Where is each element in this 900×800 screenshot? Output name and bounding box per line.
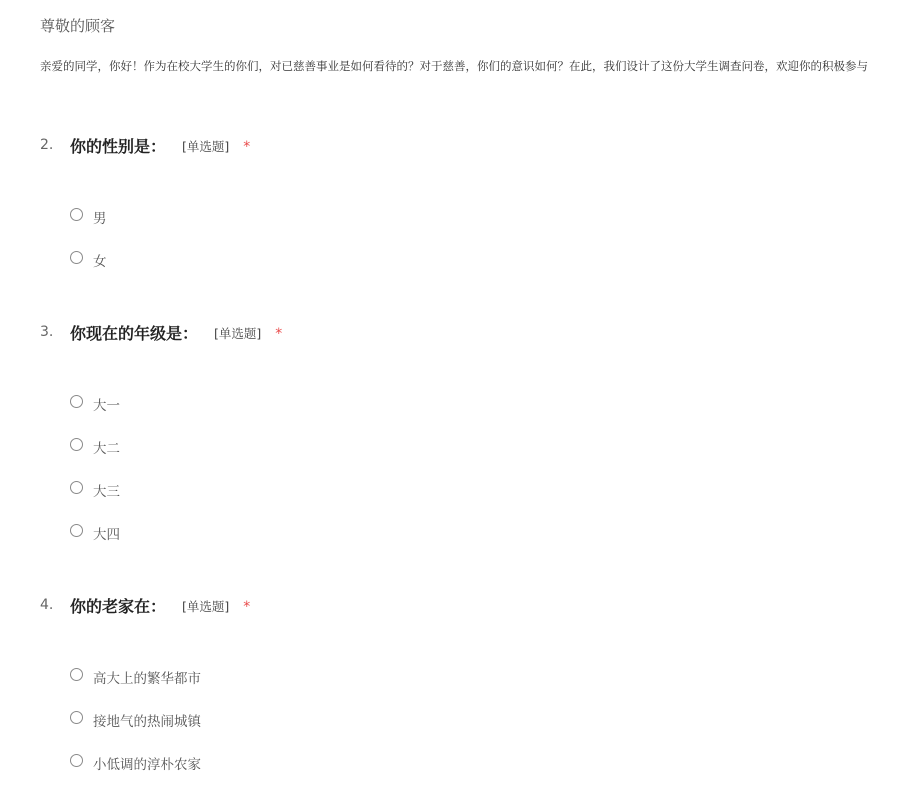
survey-intro: 亲爱的同学，你好！作为在校大学生的你们，对已慈善事业是如何看待的？对于慈善，你们的意识如何？在此，我们设计了这份大学生调查问卷，欢迎你的积极参与 bbox=[40, 59, 868, 73]
question-title: 你的性别是： bbox=[70, 137, 167, 156]
radio-button[interactable] bbox=[70, 251, 83, 264]
question-4 bbox=[40, 594, 860, 773]
radio-button[interactable] bbox=[70, 524, 83, 537]
question-title-row bbox=[70, 321, 282, 344]
question-title: 你的老家在： bbox=[70, 597, 167, 616]
question-header bbox=[40, 134, 860, 158]
question-type-badge: [单选题] bbox=[182, 599, 230, 614]
option-label: 女 bbox=[93, 254, 107, 270]
question-title-row bbox=[70, 134, 250, 157]
question-number: 3. bbox=[40, 324, 54, 340]
radio-button[interactable] bbox=[70, 754, 83, 767]
greeting: 尊敬的顾客 bbox=[40, 17, 116, 35]
radio-button[interactable] bbox=[70, 438, 83, 451]
radio-button[interactable] bbox=[70, 711, 83, 724]
required-marker: * bbox=[243, 599, 251, 615]
radio-button[interactable] bbox=[70, 668, 83, 681]
option-label: 接地气的热闹城镇 bbox=[93, 714, 201, 730]
option-label: 大一 bbox=[93, 398, 120, 414]
question-3 bbox=[40, 321, 860, 543]
question-header bbox=[40, 594, 860, 618]
required-marker: * bbox=[275, 326, 283, 342]
option-label: 大三 bbox=[93, 484, 120, 500]
radio-button[interactable] bbox=[70, 395, 83, 408]
question-header bbox=[40, 321, 860, 345]
option-label: 大二 bbox=[93, 441, 120, 457]
required-marker: * bbox=[243, 139, 251, 155]
option-label: 高大上的繁华都市 bbox=[93, 671, 201, 687]
question-number: 2. bbox=[40, 137, 54, 153]
question-title-row bbox=[70, 594, 250, 617]
question-2 bbox=[40, 134, 860, 270]
radio-button[interactable] bbox=[70, 208, 83, 221]
option-label: 男 bbox=[93, 211, 107, 227]
question-type-badge: [单选题] bbox=[182, 139, 230, 154]
radio-button[interactable] bbox=[70, 481, 83, 494]
question-number: 4. bbox=[40, 597, 54, 613]
question-title: 你现在的年级是： bbox=[70, 324, 199, 343]
option-label: 小低调的淳朴农家 bbox=[93, 757, 201, 773]
question-type-badge: [单选题] bbox=[214, 326, 262, 341]
option-label: 大四 bbox=[93, 527, 120, 543]
